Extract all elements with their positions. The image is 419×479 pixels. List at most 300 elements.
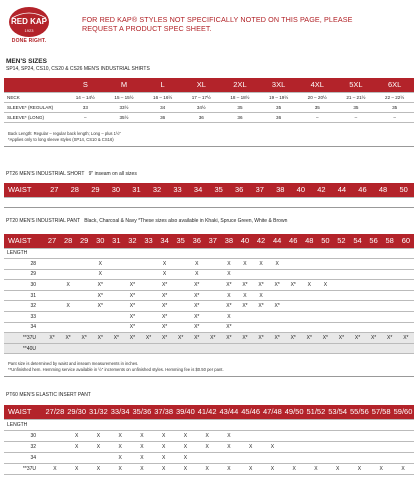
empty-cell (140, 248, 156, 259)
availability-cell (108, 312, 124, 323)
availability-cell: X (88, 430, 110, 441)
availability-cell: X (109, 453, 131, 464)
availability-cell (124, 343, 140, 354)
length-value: **37U (4, 464, 44, 475)
length-row (4, 464, 414, 475)
availability-cell: X* (317, 333, 333, 344)
availability-cell (60, 343, 76, 354)
row-label: NECK (4, 92, 66, 102)
availability-cell: X* (285, 333, 301, 344)
availability-cell (262, 453, 284, 464)
waist-size: 36 (189, 234, 205, 248)
length-value: 34 (4, 453, 44, 464)
mens-sizes-header-row (4, 78, 414, 92)
availability-cell: X (253, 290, 269, 301)
availability-cell (205, 301, 221, 312)
availability-cell: X* (173, 333, 189, 344)
size-cell: 14 – 14½ (66, 92, 105, 102)
availability-cell (76, 301, 92, 312)
waist-size: 60 (398, 234, 414, 248)
header-cell: 5XL (337, 78, 376, 92)
empty-cell (189, 248, 205, 259)
waist-size: 33 (167, 183, 188, 197)
empty-cell (305, 419, 327, 430)
waist-size: 34 (188, 183, 209, 197)
length-value: 34 (4, 322, 44, 333)
availability-cell (317, 301, 333, 312)
availability-cell (44, 259, 60, 270)
availability-cell (253, 312, 269, 323)
availability-cell (382, 312, 398, 323)
availability-cell: X (175, 430, 197, 441)
availability-cell (205, 322, 221, 333)
availability-cell: X (218, 464, 240, 475)
availability-cell (140, 269, 156, 280)
waist-size: 30 (92, 234, 108, 248)
elastic-waist-row (4, 405, 414, 419)
availability-cell (349, 280, 365, 291)
empty-cell (285, 248, 301, 259)
availability-cell: X (305, 464, 327, 475)
availability-cell (366, 290, 382, 301)
availability-cell (398, 301, 414, 312)
availability-cell (237, 312, 253, 323)
availability-cell (301, 322, 317, 333)
availability-cell (108, 322, 124, 333)
waist-size: 42 (311, 183, 332, 197)
waist-size: 37 (249, 183, 270, 197)
availability-cell (398, 259, 414, 270)
availability-cell (382, 259, 398, 270)
availability-cell (317, 322, 333, 333)
short-subtitle: 9" inseam on all sizes (88, 171, 137, 177)
availability-cell (269, 343, 285, 354)
waist-size: 31 (108, 234, 124, 248)
waist-size: 31 (126, 183, 147, 197)
waist-size: 40 (237, 234, 253, 248)
availability-cell (173, 301, 189, 312)
availability-cell: X (240, 464, 262, 475)
empty-cell (173, 248, 189, 259)
availability-cell: X (262, 464, 284, 475)
empty-cell (157, 248, 173, 259)
availability-cell (44, 290, 60, 301)
availability-cell (301, 312, 317, 323)
availability-cell (305, 441, 327, 452)
empty-cell (382, 248, 398, 259)
availability-cell (140, 290, 156, 301)
waist-size: 49/50 (283, 405, 305, 419)
header-cell: 3XL (259, 78, 298, 92)
waist-size: 56 (366, 234, 382, 248)
waist-size: 46 (285, 234, 301, 248)
length-row (4, 333, 414, 344)
availability-cell (253, 343, 269, 354)
availability-cell (124, 259, 140, 270)
availability-cell (140, 280, 156, 291)
size-cell: 34 (143, 102, 182, 112)
size-cell: 36 (259, 112, 298, 122)
size-cell: 36 (143, 112, 182, 122)
availability-cell: X (66, 430, 88, 441)
availability-cell: X* (253, 301, 269, 312)
availability-cell (370, 430, 392, 441)
availability-cell (317, 290, 333, 301)
availability-cell: X* (124, 301, 140, 312)
header-cell: 4XL (298, 78, 337, 92)
availability-cell: X* (269, 333, 285, 344)
waist-size: 36 (229, 183, 250, 197)
availability-cell (205, 312, 221, 323)
waist-size: 45/46 (240, 405, 262, 419)
availability-cell: X (175, 453, 197, 464)
short-waist-row (4, 183, 414, 197)
waist-size: 31/32 (88, 405, 110, 419)
section-divider (4, 146, 414, 147)
availability-cell: X* (189, 290, 205, 301)
availability-cell: X* (221, 280, 237, 291)
length-value: 32 (4, 441, 44, 452)
size-cell: – (375, 112, 414, 122)
size-cell: 36 (221, 112, 260, 122)
availability-cell (382, 343, 398, 354)
availability-cell (398, 269, 414, 280)
availability-cell: X* (189, 312, 205, 323)
size-cell: – (337, 112, 376, 122)
availability-cell: X (189, 269, 205, 280)
availability-cell: X* (221, 333, 237, 344)
row-label: SLEEVE* (LONG) (4, 112, 66, 122)
availability-cell (317, 269, 333, 280)
availability-cell (205, 280, 221, 291)
length-value: 29 (4, 269, 44, 280)
availability-cell: X (109, 441, 131, 452)
availability-cell (285, 301, 301, 312)
availability-cell: X* (189, 301, 205, 312)
availability-cell (269, 269, 285, 280)
availability-cell (173, 280, 189, 291)
availability-cell (108, 290, 124, 301)
availability-cell: X (88, 464, 110, 475)
length-header-row (4, 248, 414, 259)
length-value: 28 (4, 259, 44, 270)
waist-size: 37 (205, 234, 221, 248)
waist-size: 55/56 (349, 405, 371, 419)
waist-size: 34 (157, 234, 173, 248)
waist-size: 27 (44, 234, 60, 248)
availability-cell (44, 343, 60, 354)
availability-cell: X (262, 441, 284, 452)
empty-cell (349, 419, 371, 430)
availability-cell: X (240, 441, 262, 452)
availability-cell: X* (382, 333, 398, 344)
waist-size: 35 (173, 234, 189, 248)
waist-size: 52 (333, 234, 349, 248)
size-cell: 35½ (105, 112, 144, 122)
waist-size: 48 (301, 234, 317, 248)
length-row (4, 453, 414, 464)
brand-name: RED KAP (10, 17, 48, 26)
availability-cell (349, 259, 365, 270)
waist-size: 29 (85, 183, 106, 197)
waist-size: 46 (352, 183, 373, 197)
availability-cell: X (92, 269, 108, 280)
empty-cell (218, 419, 240, 430)
empty-cell (237, 248, 253, 259)
waist-size: 28 (65, 183, 86, 197)
size-cell: 22 – 22½ (375, 92, 414, 102)
availability-cell (237, 269, 253, 280)
pant-subtitle: Black, Charcoal & Navy *These sizes also available in Khaki, Spruce Green, White & Brown (84, 218, 288, 224)
size-cell: 33 (66, 102, 105, 112)
empty-cell (205, 248, 221, 259)
availability-cell: X* (157, 333, 173, 344)
empty-cell (366, 248, 382, 259)
availability-cell (301, 269, 317, 280)
waist-size: 42 (253, 234, 269, 248)
mens-sizes-heading: MEN'S SIZES (6, 58, 47, 65)
availability-cell (92, 312, 108, 323)
waist-size: 29/30 (66, 405, 88, 419)
waist-size: 35/36 (131, 405, 153, 419)
availability-cell (398, 322, 414, 333)
availability-cell: X* (333, 333, 349, 344)
empty-cell (131, 419, 153, 430)
availability-cell (205, 290, 221, 301)
availability-cell: X (221, 259, 237, 270)
availability-cell: X (253, 259, 269, 270)
availability-cell: X (157, 269, 173, 280)
availability-cell (60, 290, 76, 301)
availability-cell: X (269, 259, 285, 270)
empty-cell (108, 248, 124, 259)
empty-cell (333, 248, 349, 259)
availability-cell (44, 322, 60, 333)
availability-cell (60, 269, 76, 280)
waist-size: 32 (147, 183, 168, 197)
availability-cell: X (370, 464, 392, 475)
empty-cell (221, 248, 237, 259)
length-value: 30 (4, 430, 44, 441)
availability-cell (327, 430, 349, 441)
pant-note-2: **Unfinished hem. Hemming service available in ½" increments on unfinished styles. Hemming fee is $0.50 per pant. (8, 367, 224, 372)
availability-cell (392, 453, 414, 464)
empty-cell (196, 419, 218, 430)
availability-cell (173, 322, 189, 333)
length-value: 32 (4, 301, 44, 312)
empty-cell (317, 248, 333, 259)
availability-cell (44, 280, 60, 291)
mens-sizes-title (6, 58, 47, 65)
waist-size: 38 (221, 234, 237, 248)
availability-cell: X (131, 464, 153, 475)
availability-cell (269, 322, 285, 333)
availability-cell (333, 322, 349, 333)
availability-cell: X (131, 453, 153, 464)
availability-cell (366, 259, 382, 270)
availability-cell (366, 312, 382, 323)
waist-size: 59/60 (392, 405, 414, 419)
availability-cell (44, 453, 66, 464)
empty-cell (175, 419, 197, 430)
size-cell: 35 (337, 102, 376, 112)
waist-size: 50 (317, 234, 333, 248)
waist-label: WAIST (4, 405, 44, 419)
availability-cell: X (392, 464, 414, 475)
availability-cell (392, 441, 414, 452)
availability-cell (44, 430, 66, 441)
availability-cell: X* (157, 301, 173, 312)
length-row (4, 290, 414, 301)
availability-cell (366, 269, 382, 280)
length-value: **40U (4, 343, 44, 354)
availability-cell (60, 312, 76, 323)
empty-cell (92, 248, 108, 259)
availability-cell: X* (44, 333, 60, 344)
empty-cell (349, 248, 365, 259)
length-row (4, 343, 414, 354)
mens-note-1: Back Length: Regular – regular back length; Long – plus 1½" (8, 131, 121, 136)
mens-sizes-subtitle: SP14, SP24, CS10, CS20 & CS26 MEN'S INDUSTRIAL SHIRTS (6, 66, 150, 72)
empty-cell (109, 419, 131, 430)
availability-cell (285, 312, 301, 323)
size-cell: 33½ (105, 102, 144, 112)
availability-cell: X (88, 441, 110, 452)
availability-cell (317, 343, 333, 354)
availability-cell: X* (189, 280, 205, 291)
size-cell: 34½ (182, 102, 221, 112)
availability-cell (88, 453, 110, 464)
availability-cell (76, 312, 92, 323)
size-cell: 35 (375, 102, 414, 112)
availability-cell (76, 343, 92, 354)
length-row (4, 322, 414, 333)
availability-cell (66, 453, 88, 464)
length-row (4, 441, 414, 452)
availability-cell (196, 453, 218, 464)
length-label: LENGTH (4, 419, 44, 430)
availability-cell: X* (349, 333, 365, 344)
waist-size: 48 (373, 183, 394, 197)
availability-cell (333, 312, 349, 323)
waist-size: 57/58 (370, 405, 392, 419)
availability-cell (333, 269, 349, 280)
availability-cell: X* (157, 322, 173, 333)
availability-cell (283, 441, 305, 452)
availability-cell: X* (221, 301, 237, 312)
empty-cell (262, 419, 284, 430)
length-value: **37U (4, 333, 44, 344)
availability-cell: X (221, 269, 237, 280)
availability-cell: X (221, 290, 237, 301)
availability-cell (285, 290, 301, 301)
availability-cell (349, 269, 365, 280)
availability-cell (92, 343, 108, 354)
availability-cell (240, 430, 262, 441)
section-divider (4, 376, 414, 377)
availability-cell (301, 301, 317, 312)
availability-cell (173, 269, 189, 280)
availability-cell: X* (221, 322, 237, 333)
empty-cell (44, 419, 66, 430)
header-cell (4, 78, 66, 92)
availability-cell (398, 312, 414, 323)
waist-size: 37/38 (153, 405, 175, 419)
waist-size: 44 (332, 183, 353, 197)
length-row (4, 430, 414, 441)
availability-cell (205, 269, 221, 280)
availability-cell: X* (124, 333, 140, 344)
availability-cell: X (218, 441, 240, 452)
size-cell: 21 – 21½ (337, 92, 376, 102)
availability-cell (44, 269, 60, 280)
availability-cell: X (153, 441, 175, 452)
pant-note-1: Pant size is determined by waist and inseam measurements in inches. (8, 361, 139, 366)
availability-cell (301, 259, 317, 270)
brand-year: 1923 (24, 28, 34, 33)
availability-cell: X* (205, 333, 221, 344)
availability-cell (108, 259, 124, 270)
availability-cell (92, 322, 108, 333)
availability-cell: X (221, 312, 237, 323)
availability-cell: X* (92, 301, 108, 312)
availability-cell: X* (301, 333, 317, 344)
availability-cell (382, 269, 398, 280)
availability-cell (157, 343, 173, 354)
availability-cell (285, 343, 301, 354)
availability-cell: X* (269, 301, 285, 312)
availability-cell (301, 343, 317, 354)
availability-cell (370, 453, 392, 464)
availability-cell (140, 312, 156, 323)
availability-cell (140, 259, 156, 270)
waist-size: 33 (140, 234, 156, 248)
short-title-line (6, 171, 137, 177)
availability-cell: X (60, 280, 76, 291)
waist-size: 47/48 (262, 405, 284, 419)
availability-cell: X (327, 464, 349, 475)
empty-cell (283, 419, 305, 430)
header-cell: M (105, 78, 144, 92)
availability-cell: X* (157, 290, 173, 301)
availability-cell: X* (157, 280, 173, 291)
availability-cell: X (196, 464, 218, 475)
availability-cell: X* (398, 333, 414, 344)
availability-cell (140, 343, 156, 354)
availability-cell (366, 343, 382, 354)
empty-cell (253, 248, 269, 259)
empty-cell (76, 248, 92, 259)
availability-cell: X* (60, 333, 76, 344)
availability-cell (301, 290, 317, 301)
availability-cell (392, 430, 414, 441)
availability-cell (237, 343, 253, 354)
mens-size-row (4, 112, 414, 122)
length-row (4, 259, 414, 270)
availability-cell (317, 259, 333, 270)
waist-size: 53/54 (327, 405, 349, 419)
availability-cell: X* (253, 333, 269, 344)
availability-cell: X* (189, 333, 205, 344)
waist-size: 50 (393, 183, 414, 197)
waist-size: 28 (60, 234, 76, 248)
availability-cell: X (175, 464, 197, 475)
length-row (4, 269, 414, 280)
waist-size: 39/40 (175, 405, 197, 419)
availability-cell: X (218, 430, 240, 441)
waist-label: WAIST (4, 234, 44, 248)
empty-cell (398, 248, 414, 259)
